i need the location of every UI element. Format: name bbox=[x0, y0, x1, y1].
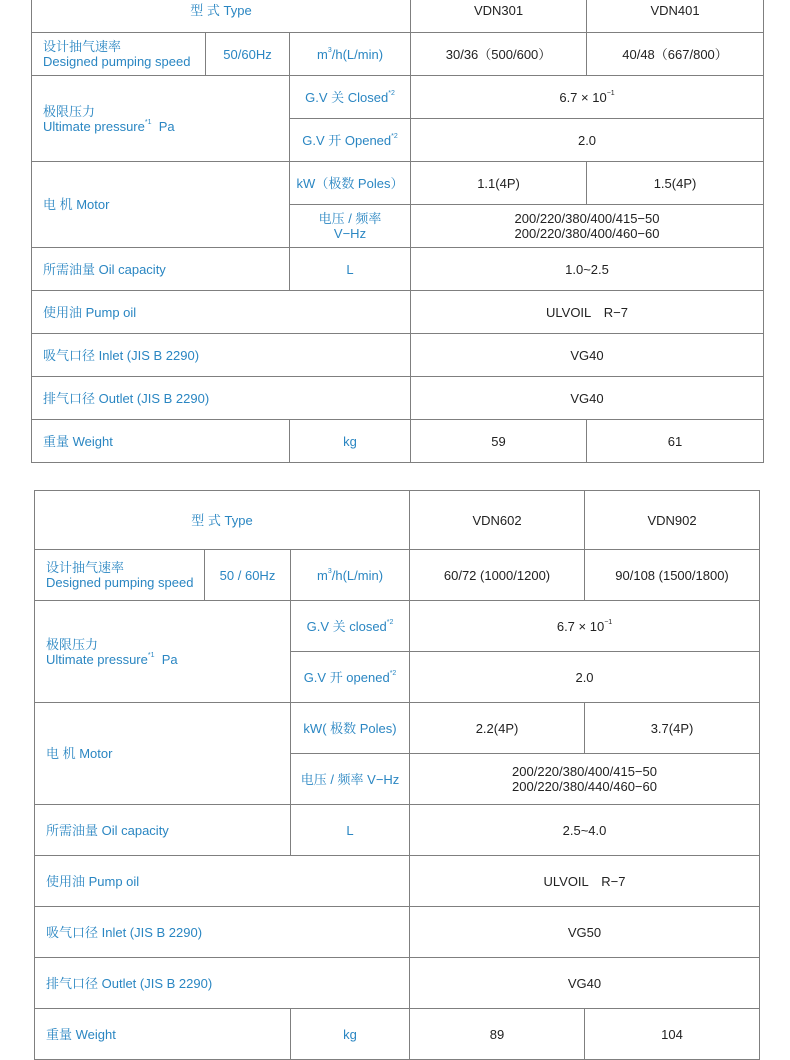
table-row bbox=[32, 420, 764, 463]
ultimate-pressure-label: 极限压力 Ultimate pressure$^{*1}$ Pa bbox=[32, 76, 290, 162]
pumping-speed-unit: $m^3/h(L/\min)$ bbox=[290, 33, 411, 76]
motor-power-value: 1.1(4P) bbox=[411, 162, 587, 205]
table-row bbox=[32, 33, 764, 76]
gv-opened-label: G.V 开 opened$^{*2}$ bbox=[291, 652, 410, 703]
table-row bbox=[32, 248, 764, 291]
table-row bbox=[35, 491, 760, 550]
pump-oil-label: 使用油 Pump oil bbox=[32, 291, 411, 334]
weight-label: 重量 Weight bbox=[32, 420, 290, 463]
gv-closed-value: $6.7 \times 10^{-1}$ bbox=[411, 76, 764, 119]
motor-power-label: kW( 极数 Poles) bbox=[291, 703, 410, 754]
table-row bbox=[35, 856, 760, 907]
gv-opened-label: G.V 开 Opened$^{*2}$ bbox=[290, 119, 411, 162]
table-row bbox=[32, 377, 764, 420]
oil-capacity-unit: L bbox=[290, 248, 411, 291]
motor-power-value: 1.5(4P) bbox=[587, 162, 764, 205]
oil-capacity-value: 1.0~2.5 bbox=[411, 248, 764, 291]
gv-closed-label: G.V 关 closed$^{*2}$ bbox=[291, 601, 410, 652]
gv-closed-value: $6.7 \times 10^{-1}$ bbox=[410, 601, 760, 652]
table-row bbox=[35, 805, 760, 856]
pump-oil-label: 使用油 Pump oil bbox=[35, 856, 410, 907]
oil-capacity-label: 所需油量 Oil capacity bbox=[32, 248, 290, 291]
pumping-speed-value: 30/36（500/600） bbox=[411, 33, 587, 76]
outlet-label: 排气口径 Outlet (JIS B 2290) bbox=[35, 958, 410, 1009]
pumping-speed-label: 设计抽气速率 Designed pumping speed bbox=[32, 33, 206, 76]
oil-capacity-unit: L bbox=[291, 805, 410, 856]
weight-label: 重量 Weight bbox=[35, 1009, 291, 1060]
pumping-speed-label: 设计抽气速率 Designed pumping speed bbox=[35, 550, 205, 601]
weight-value: 89 bbox=[410, 1009, 585, 1060]
voltage-label: 电压 / 频率 V−Hz bbox=[291, 754, 410, 805]
pumping-speed-value: 40/48（667/800） bbox=[587, 33, 764, 76]
table-row bbox=[35, 1009, 760, 1060]
spec-table-vdn602-902 bbox=[34, 490, 760, 1060]
oil-capacity-label: 所需油量 Oil capacity bbox=[35, 805, 291, 856]
gv-opened-value: 2.0 bbox=[411, 119, 764, 162]
type-header: 型 式 Type bbox=[32, 0, 411, 33]
motor-label: 电 机 Motor bbox=[32, 162, 290, 248]
table-row bbox=[32, 0, 764, 33]
outlet-value: VG40 bbox=[410, 958, 760, 1009]
weight-value: 61 bbox=[587, 420, 764, 463]
pumping-speed-frequency: 50/60Hz bbox=[206, 33, 290, 76]
pumping-speed-unit: $m^3/h(L/\min)$ bbox=[291, 550, 410, 601]
motor-label: 电 机 Motor bbox=[35, 703, 291, 805]
table-row bbox=[35, 550, 760, 601]
pump-oil-value: ULVOIL R−7 bbox=[410, 856, 760, 907]
inlet-value: VG50 bbox=[410, 907, 760, 958]
ultimate-pressure-label: 极限压力 Ultimate pressure$^{*1}$ Pa bbox=[35, 601, 291, 703]
inlet-value: VG40 bbox=[411, 334, 764, 377]
gv-closed-label: G.V 关 Closed$^{*2}$ bbox=[290, 76, 411, 119]
table-row bbox=[35, 958, 760, 1009]
voltage-value: 200/220/380/400/415−50 200/220/380/400/460−60 bbox=[411, 205, 764, 248]
table-row bbox=[35, 907, 760, 958]
pumping-speed-frequency: 50 / 60Hz bbox=[205, 550, 291, 601]
motor-power-value: 2.2(4P) bbox=[410, 703, 585, 754]
oil-capacity-value: 2.5~4.0 bbox=[410, 805, 760, 856]
table-row bbox=[32, 76, 764, 119]
motor-power-value: 3.7(4P) bbox=[585, 703, 760, 754]
model-header: VDN902 bbox=[585, 491, 760, 550]
voltage-value: 200/220/380/400/415−50 200/220/380/440/460−60 bbox=[410, 754, 760, 805]
weight-unit: kg bbox=[291, 1009, 410, 1060]
voltage-label: 电压 / 频率 V−Hz bbox=[290, 205, 411, 248]
inlet-label: 吸气口径 Inlet (JIS B 2290) bbox=[35, 907, 410, 958]
model-header: VDN602 bbox=[410, 491, 585, 550]
table-row bbox=[32, 291, 764, 334]
table-row bbox=[32, 162, 764, 205]
inlet-label: 吸气口径 Inlet (JIS B 2290) bbox=[32, 334, 411, 377]
model-header: VDN301 bbox=[411, 0, 587, 33]
pumping-speed-value: 90/108 (1500/1800) bbox=[585, 550, 760, 601]
weight-value: 104 bbox=[585, 1009, 760, 1060]
pumping-speed-value: 60/72 (1000/1200) bbox=[410, 550, 585, 601]
outlet-value: VG40 bbox=[411, 377, 764, 420]
weight-unit: kg bbox=[290, 420, 411, 463]
table-row bbox=[35, 703, 760, 754]
outlet-label: 排气口径 Outlet (JIS B 2290) bbox=[32, 377, 411, 420]
weight-value: 59 bbox=[411, 420, 587, 463]
motor-power-label: kW（极数 Poles） bbox=[290, 162, 411, 205]
table-row bbox=[32, 334, 764, 377]
model-header: VDN401 bbox=[587, 0, 764, 33]
spec-table-vdn301-401 bbox=[31, 0, 764, 463]
pump-oil-value: ULVOIL R−7 bbox=[411, 291, 764, 334]
type-header: 型 式 Type bbox=[35, 491, 410, 550]
table-row bbox=[35, 601, 760, 652]
gv-opened-value: 2.0 bbox=[410, 652, 760, 703]
